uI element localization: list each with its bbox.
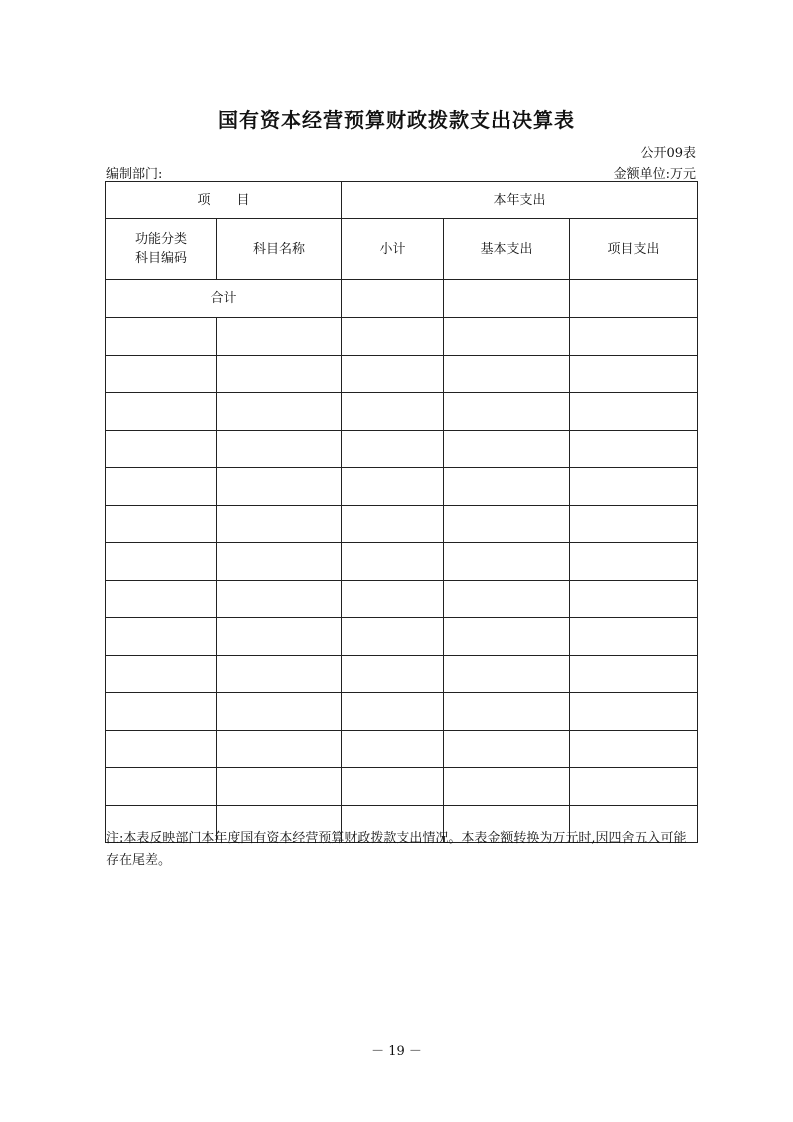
table-cell	[106, 468, 217, 506]
table-cell	[217, 580, 342, 618]
header-current-year-expenditure: 本年支出	[342, 182, 698, 219]
table-cell	[570, 543, 698, 581]
table-cell	[570, 318, 698, 356]
footnote: 注:本表反映部门本年度国有资本经营预算财政拨款支出情况。本表金额转换为万元时,因四舍五入可能存在尾差。	[106, 831, 687, 868]
table-cell	[217, 693, 342, 731]
table-row	[106, 580, 698, 618]
table-cell	[342, 430, 444, 468]
table-cell	[342, 468, 444, 506]
table-cell	[444, 430, 570, 468]
table-cell	[342, 693, 444, 731]
header-row-group	[106, 182, 698, 219]
expenditure-table	[105, 181, 698, 843]
table-cell	[217, 430, 342, 468]
table-cell	[106, 430, 217, 468]
table-cell	[570, 393, 698, 431]
table-cell	[217, 730, 342, 768]
table-cell	[342, 655, 444, 693]
table-cell	[570, 580, 698, 618]
header-row-columns	[106, 219, 698, 280]
table-cell	[444, 505, 570, 543]
table-cell	[217, 768, 342, 806]
table-cell	[217, 655, 342, 693]
table-row	[106, 693, 698, 731]
unit-label: 金额单位:万元	[613, 167, 696, 182]
page-number: － 19 －	[371, 1044, 422, 1059]
table-cell	[106, 543, 217, 581]
table-cell	[342, 768, 444, 806]
total-label: 合计	[106, 280, 342, 318]
table-cell	[444, 393, 570, 431]
table-cell	[570, 655, 698, 693]
table-row	[106, 730, 698, 768]
table-cell	[342, 580, 444, 618]
total-project-cell	[570, 280, 698, 318]
table-cell	[217, 355, 342, 393]
table-cell	[570, 618, 698, 656]
table-row	[106, 655, 698, 693]
table-cell	[444, 468, 570, 506]
table-cell	[444, 730, 570, 768]
table-cell	[444, 318, 570, 356]
table-cell	[342, 618, 444, 656]
table-cell	[106, 393, 217, 431]
table-row	[106, 430, 698, 468]
header-function-code-line2: 科目编码	[134, 251, 187, 266]
table-row	[106, 468, 698, 506]
table-cell	[106, 768, 217, 806]
table-cell	[342, 393, 444, 431]
table-cell	[570, 468, 698, 506]
table-cell	[106, 693, 217, 731]
table-cell	[444, 655, 570, 693]
table-cell	[570, 430, 698, 468]
table-cell	[570, 355, 698, 393]
table-row	[106, 543, 698, 581]
table-cell	[106, 618, 217, 656]
table-cell	[106, 655, 217, 693]
dept-label: 编制部门:	[106, 167, 163, 182]
table-cell	[106, 730, 217, 768]
table-row	[106, 768, 698, 806]
table-cell	[342, 355, 444, 393]
table-row	[106, 318, 698, 356]
header-item: 项 目	[106, 182, 342, 219]
table-cell	[106, 318, 217, 356]
table-cell	[570, 505, 698, 543]
table-row	[106, 355, 698, 393]
table-cell	[342, 543, 444, 581]
table-cell	[106, 580, 217, 618]
table-row	[106, 618, 698, 656]
table-cell	[342, 505, 444, 543]
page-title: 国有资本经营预算财政拨款支出决算表	[218, 108, 575, 132]
total-subtotal-cell	[342, 280, 444, 318]
header-function-code-line1: 功能分类	[134, 232, 187, 247]
table-cell	[444, 618, 570, 656]
header-subtotal: 小计	[342, 219, 444, 280]
table-cell	[217, 468, 342, 506]
table-cell	[217, 505, 342, 543]
table-cell	[444, 693, 570, 731]
header-function-code	[106, 219, 217, 280]
total-basic-cell	[444, 280, 570, 318]
header-basic-expenditure: 基本支出	[444, 219, 570, 280]
table-cell	[217, 318, 342, 356]
table-cell	[217, 393, 342, 431]
table-cell	[444, 355, 570, 393]
table-cell	[570, 768, 698, 806]
table-cell	[570, 693, 698, 731]
table-row	[106, 393, 698, 431]
table-cell	[217, 618, 342, 656]
table-cell	[342, 730, 444, 768]
table-cell	[106, 355, 217, 393]
form-number: 公开09表	[640, 146, 696, 161]
table-cell	[106, 505, 217, 543]
table-cell	[444, 580, 570, 618]
table-cell	[444, 543, 570, 581]
table-cell	[444, 768, 570, 806]
table-cell	[217, 543, 342, 581]
header-subject-name: 科目名称	[217, 219, 342, 280]
table-cell	[342, 318, 444, 356]
table-row	[106, 505, 698, 543]
table-cell	[570, 730, 698, 768]
total-row	[106, 280, 698, 318]
header-project-expenditure: 项目支出	[570, 219, 698, 280]
